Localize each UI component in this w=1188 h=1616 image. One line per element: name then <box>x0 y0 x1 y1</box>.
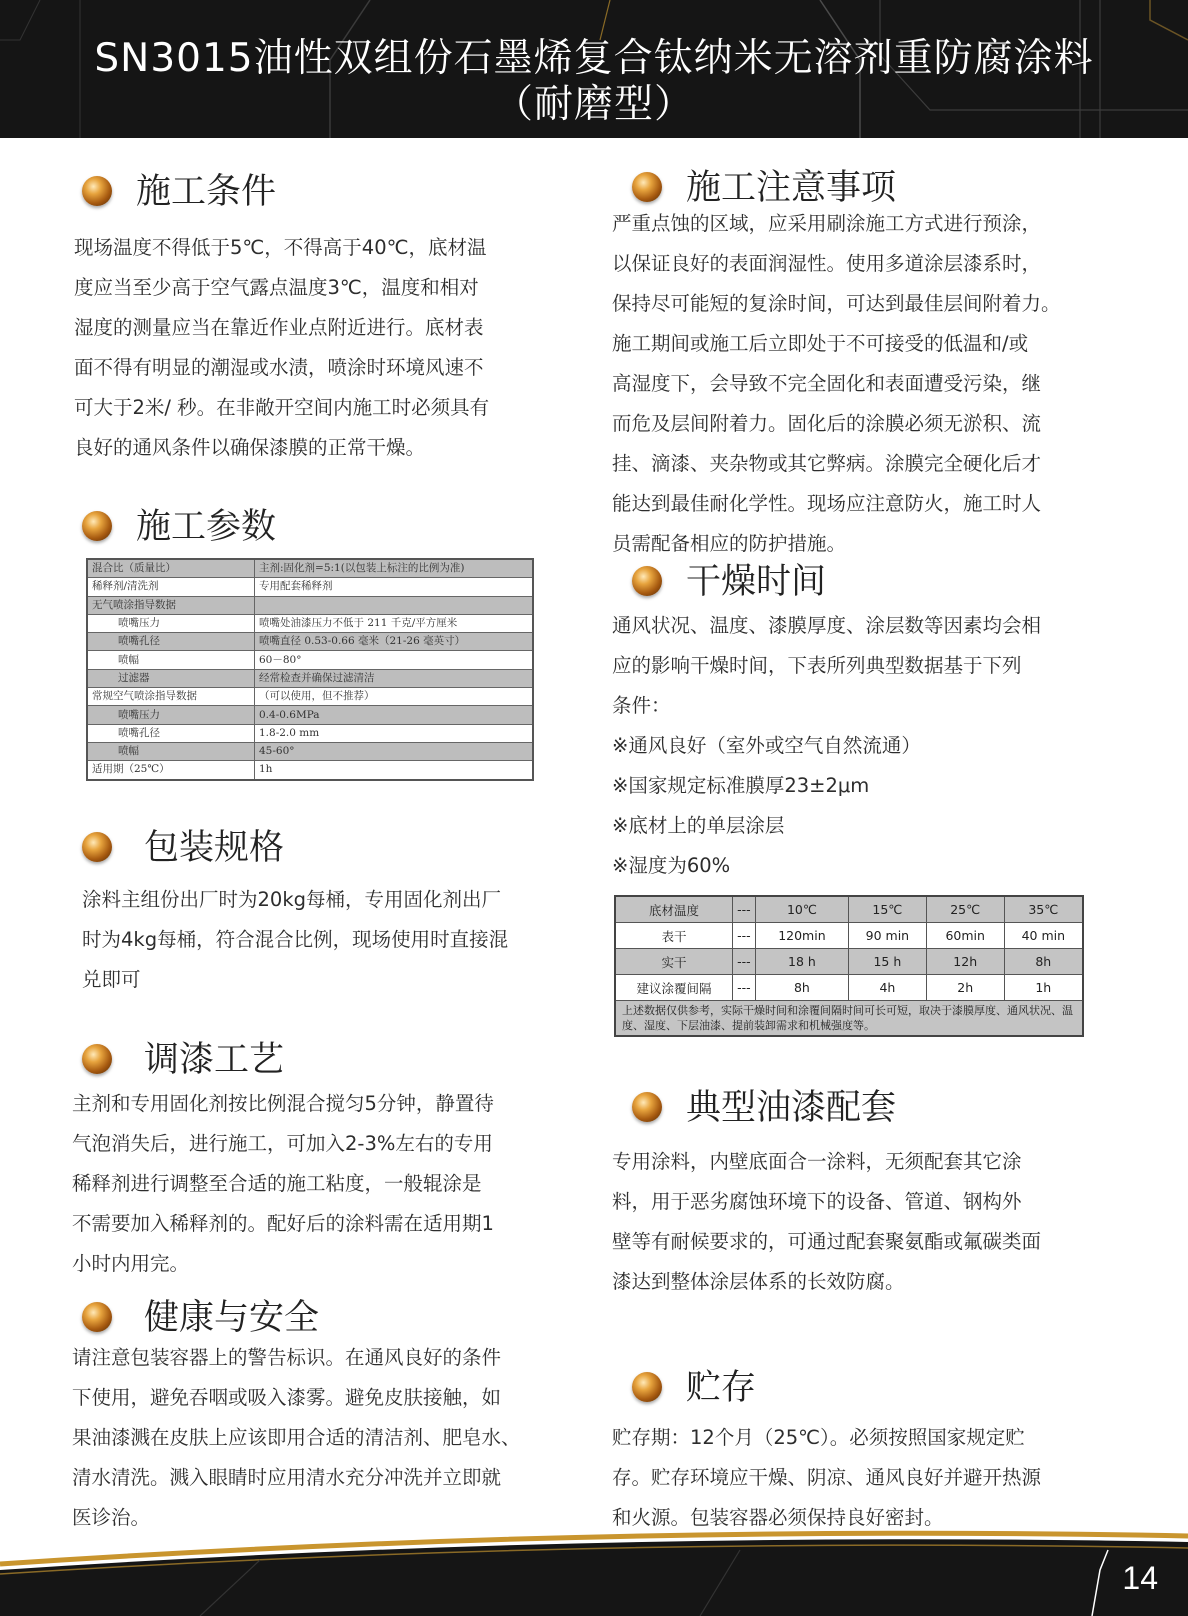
table-cell: 40 min <box>1004 923 1083 949</box>
table-row <box>87 688 533 706</box>
title-line-2: （耐磨型） <box>493 82 694 127</box>
table-cell: 90 min <box>848 923 926 949</box>
table-cell: 专用配套稀释剂 <box>255 578 534 596</box>
table-cell: 1h <box>1004 975 1083 1001</box>
table-note: 上述数据仅供参考，实际干燥时间和涂覆间隔时间可长可短，取决于漆膜厚度、通风状况、温度、湿度、下层油漆、提前装卸需求和机械强度等。 <box>615 1001 1083 1037</box>
gold-bullet-icon <box>82 176 112 206</box>
text-line: 料，用于恶劣腐蚀环境下的设备、管道、钢构外 <box>612 1190 1022 1213</box>
heading-text: 贮存 <box>686 1368 757 1408</box>
table-row <box>87 761 533 780</box>
table-cell: 常规空气喷涂指导数据 <box>87 688 255 706</box>
table-cell: 建议涂覆间隔 <box>615 975 733 1001</box>
text-line: 请注意包装容器上的警告标识。在通风良好的条件 <box>72 1346 502 1369</box>
text-line: 漆达到整体涂层体系的长效防腐。 <box>612 1270 905 1293</box>
heading-text: 健康与安全 <box>144 1298 320 1338</box>
table-row <box>87 742 533 760</box>
text-line: 面不得有明显的潮湿或水渍，喷涂时环境风速不 <box>74 356 484 379</box>
text-line: 时为4kg每桶，符合混合比例，现场使用时直接混 <box>82 928 509 951</box>
table-cell: 主剂:固化剂=5:1(以包装上标注的比例为准) <box>255 559 534 578</box>
gold-bullet-icon <box>632 1372 662 1402</box>
text-line: ※通风良好（室外或空气自然流通） <box>612 734 921 757</box>
table-cell: 喷幅 <box>87 742 255 760</box>
table-cell: 喷嘴压力 <box>87 614 255 632</box>
table-cell: 适用期（25℃） <box>87 761 255 780</box>
table-row <box>87 651 533 669</box>
table-cell: 60min <box>926 923 1004 949</box>
text-line: 气泡消失后，进行施工，可加入2-3%左右的专用 <box>72 1132 493 1155</box>
gold-bullet-icon <box>632 1092 662 1122</box>
table-cell: --- <box>733 975 756 1001</box>
text-line: 保持尽可能短的复涂时间，可达到最佳层间附着力。 <box>612 292 1061 315</box>
text-line: 稀释剂进行调整至合适的施工粘度，一般辊涂是 <box>72 1172 482 1195</box>
table-cell: --- <box>733 923 756 949</box>
gold-bullet-icon <box>82 1044 112 1074</box>
footer-band <box>0 1530 1188 1616</box>
page-number: 14 <box>1122 1560 1158 1596</box>
table-cell: 60－80° <box>255 651 534 669</box>
text-line: 和火源。包装容器必须保持良好密封。 <box>612 1506 944 1529</box>
text-line: 湿度的测量应当在靠近作业点附近进行。底材表 <box>74 316 484 339</box>
table-row <box>615 949 1083 975</box>
text-line: 兑即可 <box>82 968 141 991</box>
table-cell: 0.4-0.6MPa <box>255 706 534 724</box>
table-cell: 1.8-2.0 mm <box>255 724 534 742</box>
mixing-text <box>72 1084 562 1284</box>
table-cell: --- <box>733 896 756 923</box>
table-cell: 18 h <box>755 949 848 975</box>
heading-text: 施工条件 <box>136 172 277 212</box>
drying-text <box>612 606 1112 886</box>
system-text <box>612 1142 1112 1302</box>
text-line: 专用涂料，内壁底面合一涂料，无须配套其它涂 <box>612 1150 1022 1173</box>
table-cell: 喷嘴孔径 <box>87 633 255 651</box>
text-line: 能达到最佳耐化学性。现场应注意防火，施工时人 <box>612 492 1042 515</box>
table-cell: 底材温度 <box>615 896 733 923</box>
text-line: 壁等有耐候要求的，可通过配套聚氨酯或氟碳类面 <box>612 1230 1042 1253</box>
table-cell: 实干 <box>615 949 733 975</box>
table-cell: 混合比（质量比） <box>87 559 255 578</box>
gold-bullet-icon <box>632 172 662 202</box>
text-line: 度应当至少高于空气露点温度3℃，温度和相对 <box>74 276 479 299</box>
table-cell: 8h <box>1004 949 1083 975</box>
table-cell: （可以使用，但不推荐） <box>255 688 534 706</box>
text-line: 下使用，避免吞咽或吸入漆雾。避免皮肤接触，如 <box>72 1386 502 1409</box>
header-banner <box>0 0 1188 138</box>
storage-text <box>612 1418 1112 1538</box>
text-line: 存。贮存环境应干燥、阴凉、通风良好并避开热源 <box>612 1466 1042 1489</box>
text-line: 可大于2米/ 秒。在非敞开空间内施工时必须具有 <box>74 396 490 419</box>
table-cell: 喷幅 <box>87 651 255 669</box>
drying-time-table <box>614 895 1084 1037</box>
table-row <box>87 706 533 724</box>
text-line: ※国家规定标准膜厚23±2μm <box>612 774 870 797</box>
text-line: 挂、滴漆、夹杂物或其它弊病。涂膜完全硬化后才 <box>612 452 1042 475</box>
table-cell: 无气喷涂指导数据 <box>87 596 255 614</box>
table-cell: 喷嘴直径 0.53-0.66 毫米（21-26 毫英寸） <box>255 633 534 651</box>
text-line: 主剂和专用固化剂按比例混合搅匀5分钟，静置待 <box>72 1092 494 1115</box>
table-header-row <box>615 896 1083 923</box>
table-row <box>87 559 533 578</box>
text-line: 通风状况、温度、漆膜厚度、涂层数等因素均会相 <box>612 614 1042 637</box>
gold-bullet-icon <box>82 832 112 862</box>
table-row <box>87 633 533 651</box>
text-line: 施工期间或施工后立即处于不可接受的低温和/或 <box>612 332 1029 355</box>
table-cell: 15℃ <box>848 896 926 923</box>
table-row <box>87 614 533 632</box>
text-line: 高湿度下，会导致不完全固化和表面遭受污染，继 <box>612 372 1042 395</box>
table-cell: 过滤器 <box>87 669 255 687</box>
table-cell: 表干 <box>615 923 733 949</box>
notes-text <box>612 204 1112 564</box>
text-line: 良好的通风条件以确保漆膜的正常干燥。 <box>74 436 426 459</box>
conditions-text <box>74 228 554 468</box>
text-line: 现场温度不得低于5℃，不得高于40℃，底材温 <box>74 236 487 259</box>
text-line: 果油漆溅在皮肤上应该即用合适的清洁剂、肥皂水、 <box>72 1426 521 1449</box>
text-line: ※底材上的单层涂层 <box>612 814 785 837</box>
table-row <box>87 724 533 742</box>
table-cell <box>255 596 534 614</box>
text-line: 医诊治。 <box>72 1506 151 1529</box>
gold-bullet-icon <box>82 1302 112 1332</box>
table-cell: 4h <box>848 975 926 1001</box>
table-row <box>87 578 533 596</box>
table-note-row <box>615 1001 1083 1037</box>
table-row <box>87 596 533 614</box>
text-line: 员需配备相应的防护措施。 <box>612 532 847 555</box>
text-line: 而危及层间附着力。固化后的涂膜必须无淤积、流 <box>612 412 1042 435</box>
text-line: 条件： <box>612 694 671 717</box>
text-line: 应的影响干燥时间，下表所列典型数据基于下列 <box>612 654 1022 677</box>
table-cell: --- <box>733 949 756 975</box>
packaging-text <box>82 880 562 1000</box>
table-row <box>615 975 1083 1001</box>
heading-text: 施工参数 <box>136 507 277 547</box>
gold-bullet-icon <box>632 566 662 596</box>
text-line: 清水清洗。溅入眼睛时应用清水充分冲洗并立即就 <box>72 1466 502 1489</box>
table-row <box>87 669 533 687</box>
table-cell: 25℃ <box>926 896 1004 923</box>
table-cell: 120min <box>755 923 848 949</box>
text-line: 不需要加入稀释剂的。配好后的涂料需在适用期1 <box>72 1212 494 1235</box>
gold-bullet-icon <box>82 511 112 541</box>
table-cell: 喷嘴孔径 <box>87 724 255 742</box>
health-text <box>72 1338 572 1538</box>
table-cell: 经常检查并确保过滤清洁 <box>255 669 534 687</box>
params-table <box>86 558 534 781</box>
heading-text: 典型油漆配套 <box>686 1088 897 1128</box>
table-row <box>615 923 1083 949</box>
text-line: 涂料主组份出厂时为20kg每桶，专用固化剂出厂 <box>82 888 501 911</box>
table-cell: 35℃ <box>1004 896 1083 923</box>
text-line: ※湿度为60% <box>612 854 731 877</box>
table-cell: 喷嘴处油漆压力不低于 211 千克/平方厘米 <box>255 614 534 632</box>
text-line: 以保证良好的表面润湿性。使用多道涂层漆系时， <box>612 252 1042 275</box>
table-cell: 10℃ <box>755 896 848 923</box>
heading-text: 包装规格 <box>144 828 285 868</box>
table-cell: 2h <box>926 975 1004 1001</box>
table-cell: 喷嘴压力 <box>87 706 255 724</box>
table-cell: 12h <box>926 949 1004 975</box>
table-cell: 1h <box>255 761 534 780</box>
heading-text: 干燥时间 <box>686 562 827 602</box>
table-cell: 8h <box>755 975 848 1001</box>
text-line: 贮存期：12个月（25℃）。必须按照国家规定贮 <box>612 1426 1025 1449</box>
page-title <box>0 36 1188 128</box>
heading-text: 调漆工艺 <box>144 1040 285 1080</box>
text-line: 严重点蚀的区域，应采用刷涂施工方式进行预涂， <box>612 212 1042 235</box>
table-cell: 稀释剂/清洗剂 <box>87 578 255 596</box>
text-line: 小时内用完。 <box>72 1252 190 1275</box>
table-cell: 45-60° <box>255 742 534 760</box>
title-line-1: SN3015油性双组份石墨烯复合钛纳米无溶剂重防腐涂料 <box>94 36 1094 81</box>
table-cell: 15 h <box>848 949 926 975</box>
heading-text: 施工注意事项 <box>686 168 897 208</box>
